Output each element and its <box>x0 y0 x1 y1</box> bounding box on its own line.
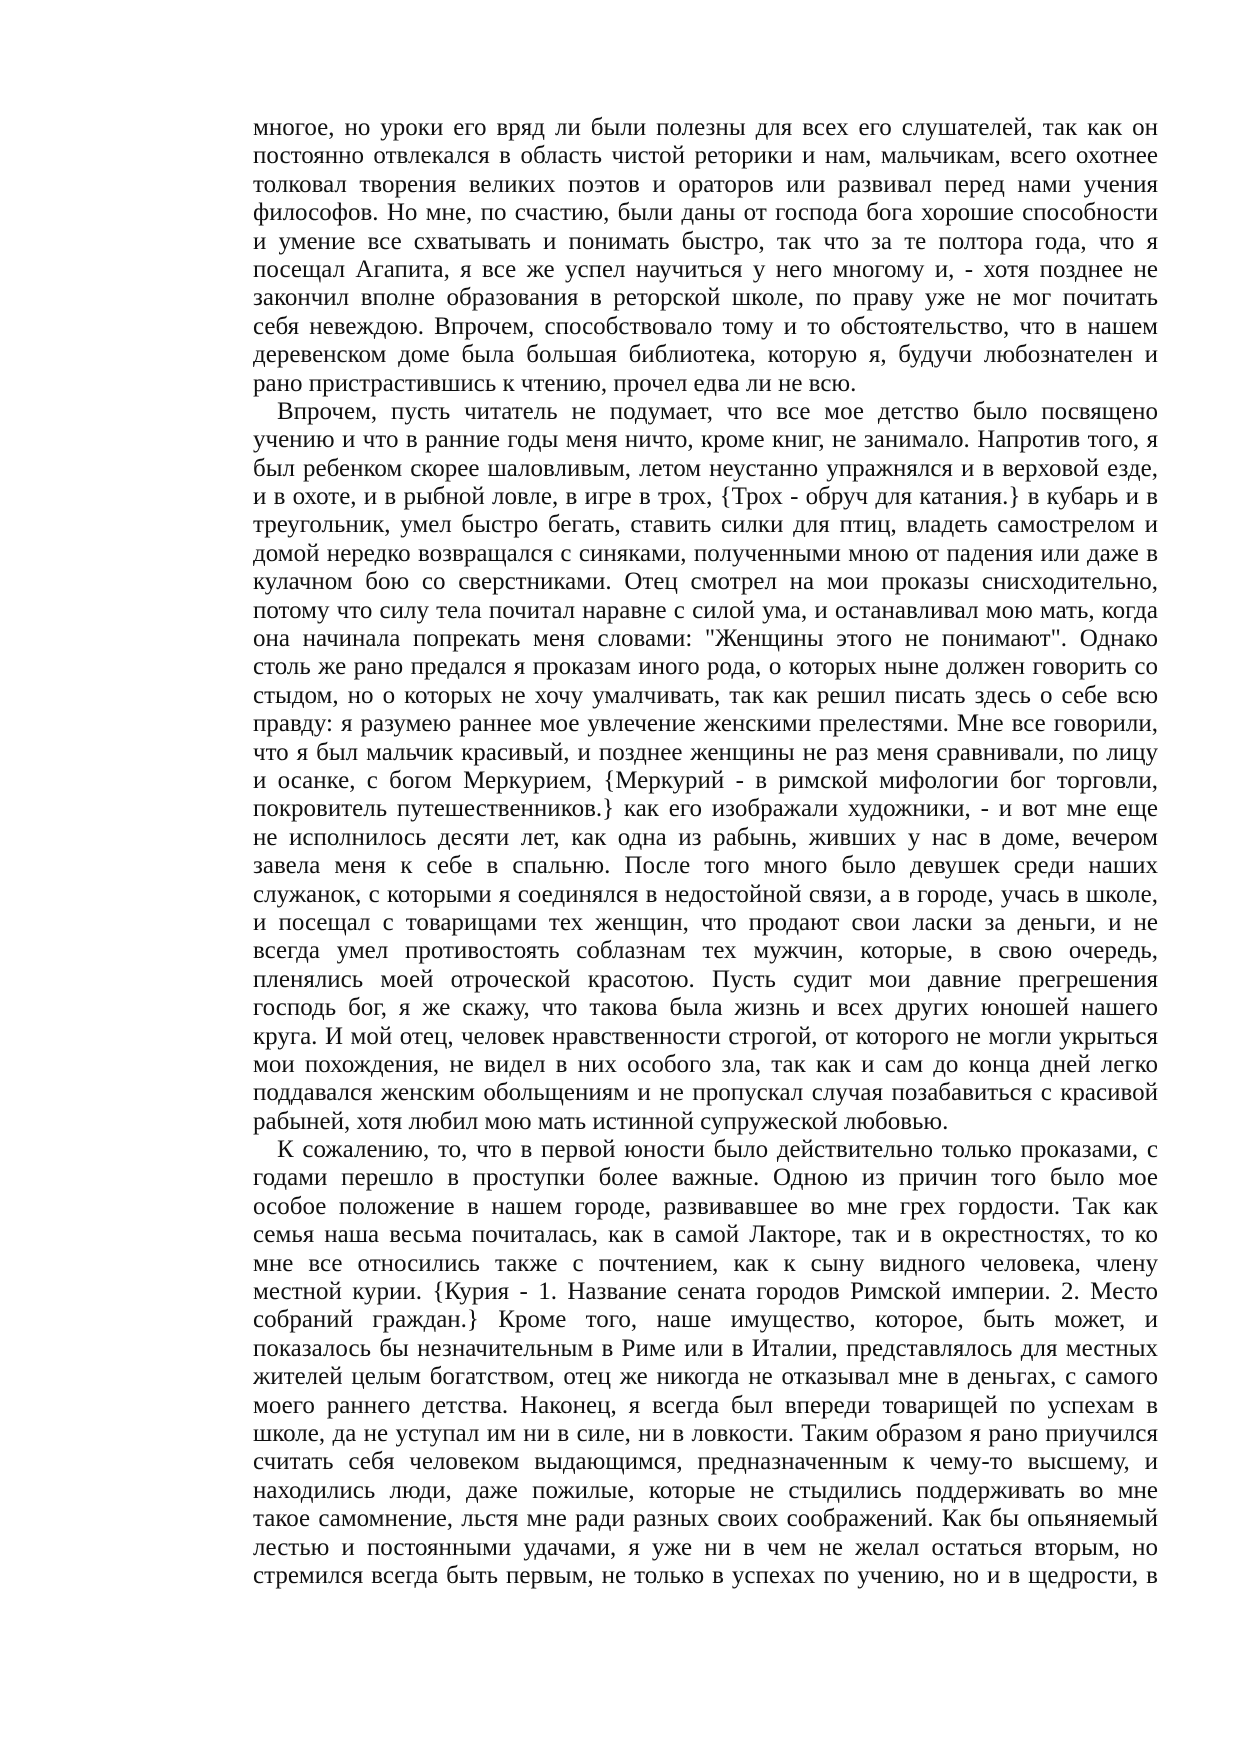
text-line: домой нередко возвращался с синяками, полученными мною от падения или даже в <box>253 539 1158 567</box>
paragraph <box>253 114 1158 398</box>
text-line: деревенском доме была большая библиотека, которую я, будучи любознателен и <box>253 341 1158 369</box>
text-line: служанок, с которыми я соединялся в недостойной связи, а в городе, учась в школе, <box>253 880 1158 908</box>
text-line: потому что силу тела почитал наравне с силой ума, и останавливал мою мать, когда <box>253 596 1158 624</box>
text-line: себя невеждою. Впрочем, способствовало тому и то обстоятельство, что в нашем <box>253 312 1158 340</box>
text-line: господь бог, я же скажу, что такова была жизнь и всех других юношей нашего <box>253 994 1158 1022</box>
text-line: показалось бы незначительным в Риме или в Италии, представлялось для местных <box>253 1334 1158 1362</box>
text-line: правду: я разумею раннее мое увлечение женскими прелестями. Мне все говорили, <box>253 710 1158 738</box>
text-line: столь же рано предался я проказам иного рода, о которых ныне должен говорить со <box>253 653 1158 681</box>
text-line: мне все относились также с почтением, как к сыну видного человека, члену <box>253 1249 1158 1277</box>
text-line: круга. И мой отец, человек нравственности строгой, от которого не могли укрыться <box>253 1022 1158 1050</box>
text-line: постоянно отвлекался в область чистой реторики и нам, мальчикам, всего охотнее <box>253 142 1158 170</box>
text-line: местной курии. {Курия - 1. Название сената городов Римской империи. 2. Место <box>253 1278 1158 1306</box>
text-line: и посещал с товарищами тех женщин, что продают свои ласки за деньги, и не <box>253 908 1158 936</box>
text-line: Впрочем, пусть читатель не подумает, что все мое детство было посвящено <box>277 397 1158 425</box>
text-line: стремился всегда быть первым, не только в успехах по учению, но и в щедрости, в <box>253 1561 1158 1589</box>
text-line: собраний граждан.} Кроме того, наше имущество, которое, быть может, и <box>253 1306 1158 1334</box>
text-line: не исполнилось десяти лет, как одна из рабынь, живших у нас в доме, вечером <box>253 823 1158 851</box>
document-page <box>253 114 1158 1590</box>
text-line: посещал Агапита, я все же успел научиться у него многому и, - хотя позднее не <box>253 255 1158 283</box>
text-line: завела меня к себе в спальню. После того много было девушек среди наших <box>253 852 1158 880</box>
text-line: покровитель путешественников.} как его изображали художники, - и вот мне еще <box>253 795 1158 823</box>
text-line: особое положение в нашем городе, развивавшее во мне грех гордости. Так как <box>253 1192 1158 1220</box>
text-line: и умение все схватывать и понимать быстро, так что за те полтора года, что я <box>253 227 1158 255</box>
text-line: что я был мальчик красивый, и позднее женщины не раз меня сравнивали, по лицу <box>253 738 1158 766</box>
text-line: рано пристрастившись к чтению, прочел едва ли не всю. <box>253 369 857 397</box>
paragraph <box>253 1136 1158 1590</box>
text-line: пленялись моей отроческой красотою. Пусть судит мои давние прегрешения <box>253 965 1158 993</box>
text-line: толковал творения великих поэтов и ораторов или развивал перед нами учения <box>253 170 1158 198</box>
paragraph <box>253 398 1158 1136</box>
text-line: мои похождения, не видел в них особого зла, так как и сам до конца дней легко <box>253 1050 1158 1078</box>
text-line: был ребенком скорее шаловливым, летом неустанно упражнялся и в верховой езде, <box>253 454 1158 482</box>
text-line: учению и что в ранние годы меня ничто, кроме книг, не занимало. Напротив того, я <box>253 426 1158 454</box>
text-line: кулачном бою со сверстниками. Отец смотрел на мои проказы снисходительно, <box>253 568 1158 596</box>
text-line: поддавался женским обольщениям и не пропускал случая позабавиться с красивой <box>253 1079 1158 1107</box>
text-line: стыдом, но о которых не хочу умалчивать, так как решил писать здесь о себе всю <box>253 681 1158 709</box>
text-line: моего раннего детства. Наконец, я всегда был впереди товарищей по успехам в <box>253 1391 1158 1419</box>
text-line: считать себя человеком выдающимся, предназначенным к чему-то высшему, и <box>253 1448 1158 1476</box>
text-line: многое, но уроки его вряд ли были полезны для всех его слушателей, так как он <box>253 114 1158 141</box>
text-line: рабыней, хотя любил мою мать истинной супружеской любовью. <box>253 1107 949 1135</box>
text-line: К сожалению, то, что в первой юности было действительно только проказами, с <box>277 1136 1158 1164</box>
text-line: всегда умел противостоять соблазнам тех мужчин, которые, в свою очередь, <box>253 937 1158 965</box>
text-line: семья наша весьма почиталась, как в самой Лакторе, так и в окрестностях, то ко <box>253 1221 1158 1249</box>
text-line: лестью и постоянными удачами, я уже ни в чем не желал остаться вторым, но <box>253 1533 1158 1561</box>
text-line: школе, да не уступал им ни в силе, ни в ловкости. Таким образом я рано приучился <box>253 1419 1158 1447</box>
text-line: и в охоте, и в рыбной ловле, в игре в трох, {Трох - обруч для катания.} в кубарь и в <box>253 483 1158 511</box>
text-line: треугольник, умел быстро бегать, ставить силки для птиц, владеть самострелом и <box>253 511 1158 539</box>
text-line: находились люди, даже пожилые, которые не стыдились поддерживать во мне <box>253 1476 1158 1504</box>
text-line: такое самомнение, льстя мне ради разных своих соображений. Как бы опьяняемый <box>253 1505 1158 1533</box>
text-line: годами перешло в проступки более важные. Одною из причин того было мое <box>253 1164 1158 1192</box>
text-line: закончил вполне образования в реторской школе, по праву уже не мог почитать <box>253 284 1158 312</box>
text-line: она начинала попрекать меня словами: "Женщины этого не понимают". Однако <box>253 625 1158 653</box>
text-line: жителей целым богатством, отец же никогда не отказывал мне в деньгах, с самого <box>253 1363 1158 1391</box>
text-line: философов. Но мне, по счастию, были даны от господа бога хорошие способности <box>253 199 1158 227</box>
text-line: и осанке, с богом Меркурием, {Меркурий - в римской мифологии бог торговли, <box>253 766 1158 794</box>
